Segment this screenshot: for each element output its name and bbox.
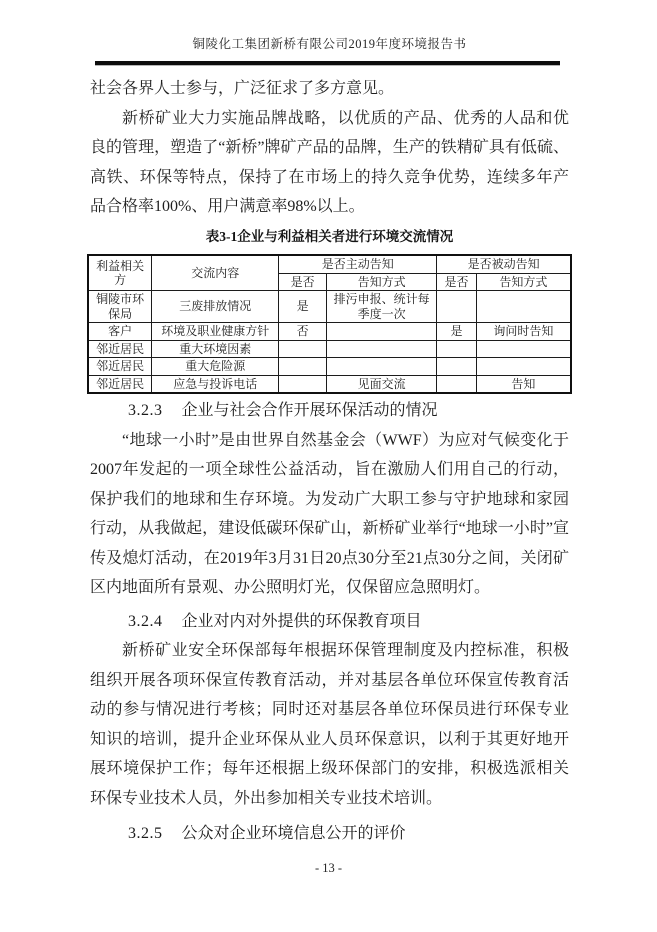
table-cell: 重大危险源	[152, 358, 279, 376]
section-number: 3.2.4	[128, 612, 163, 630]
header-rule	[95, 61, 560, 66]
section-number: 3.2.5	[128, 825, 163, 842]
table-cell	[437, 340, 477, 358]
page-number: - 13 -	[314, 861, 343, 875]
table-row	[88, 375, 571, 393]
col-header-stakeholder: 利益相关方	[88, 255, 152, 291]
page-header-title: 铜陵化工集团新桥有限公司2019年度环境报告书	[192, 37, 467, 51]
table-cell: 否	[279, 323, 327, 341]
table-cell	[437, 375, 477, 393]
col-header-active-method: 告知方式	[327, 273, 437, 291]
table-cell	[279, 358, 327, 376]
table-row	[88, 340, 571, 358]
table-cell: 重大环境因素	[152, 340, 279, 358]
section-body-3-2-3: “地球一小时”是由世界自然基金会（WWF）为应对气候变化于2007年发起的一项全球性公益活动，旨在激励人们用自己的行动，保护我们的地球和生存环境。为发动广大职工参与守护地球和家园行动，从我做起，建设低碳环保矿山，新桥矿业举行“地球一小时”宣传及熄灯活动，在2019年3月31日20点30分至21点30分之间，关闭矿区内地面所有景观、办公照明灯光，仅保留应急照明灯。	[90, 431, 569, 596]
table-header-row-1	[88, 255, 571, 273]
section-heading-3-2-5	[90, 819, 569, 849]
paragraph-brand: 新桥矿业大力实施品牌战略，以优质的产品、优秀的人品和优良的管理，塑造了“新桥”牌矿产品的品牌，生产的铁精矿具有低硫、高铁、环保等特点，保持了在市场上的持久竞争优势，连续多年产品合格率100%、用户满意率98%以上。	[90, 109, 569, 215]
table-row	[88, 323, 571, 341]
table-cell: 邻近居民	[88, 358, 152, 376]
table-cell: 三废排放情况	[152, 291, 279, 323]
table-cell: 应急与投诉电话	[152, 375, 279, 393]
table-cell	[327, 358, 437, 376]
table-row	[88, 358, 571, 376]
table-cell: 环境及职业健康方针	[152, 323, 279, 341]
col-header-content: 交流内容	[152, 255, 279, 291]
table-title: 表3-1企业与利益相关者进行环境交流情况	[205, 229, 454, 244]
col-header-passive-group: 是否被动告知	[437, 255, 571, 273]
table-cell	[279, 340, 327, 358]
paragraph-continuation: 社会各界人士参与，广泛征求了多方意见。	[90, 80, 395, 97]
section-heading-3-2-3	[90, 396, 569, 426]
section-title: 企业对内对外提供的环保教育项目	[181, 612, 422, 630]
section-number: 3.2.3	[128, 402, 163, 419]
table-cell: 是	[437, 323, 477, 341]
section-body-3-2-4: 新桥矿业安全环保部每年根据环保管理制度及内控标准，积极组织开展各项环保宣传教育活动，并对基层各单位环保宣传教育活动的参与情况进行考核；同时还对基层各单位环保员进行环保专业知识的培训，提升企业环保从业人员环保意识，以利于其更好地开展环境保护工作；每年还根据上级环保部门的安排，积极选派相关环保专业技术人员，外出参加相关专业技术培训。	[90, 642, 569, 807]
col-header-passive-method: 告知方式	[476, 273, 571, 291]
section-title: 企业与社会合作开展环保活动的情况	[181, 402, 438, 419]
col-header-active-yesno: 是否	[279, 273, 327, 291]
table-cell: 邻近居民	[88, 340, 152, 358]
table-row	[88, 291, 571, 323]
table-cell: 告知	[476, 375, 571, 393]
table-cell	[327, 323, 437, 341]
table-cell: 排污申报、统计每季度一次	[327, 291, 437, 323]
table-cell	[279, 375, 327, 393]
table-cell: 铜陵市环保局	[88, 291, 152, 323]
table-cell	[327, 340, 437, 358]
table-cell: 见面交流	[327, 375, 437, 393]
table-cell	[476, 340, 571, 358]
section-heading-3-2-4	[90, 607, 569, 637]
col-header-active-group: 是否主动告知	[279, 255, 437, 273]
table-cell	[437, 358, 477, 376]
col-header-passive-yesno: 是否	[437, 273, 477, 291]
table-cell	[437, 291, 477, 323]
table-cell: 邻近居民	[88, 375, 152, 393]
section-title: 公众对企业环境信息公开的评价	[181, 825, 406, 842]
table-cell: 询问时告知	[476, 323, 571, 341]
table-cell: 客户	[88, 323, 152, 341]
stakeholder-communication-table	[87, 254, 572, 394]
table-cell: 是	[279, 291, 327, 323]
table-cell	[476, 291, 571, 323]
table-cell	[476, 358, 571, 376]
